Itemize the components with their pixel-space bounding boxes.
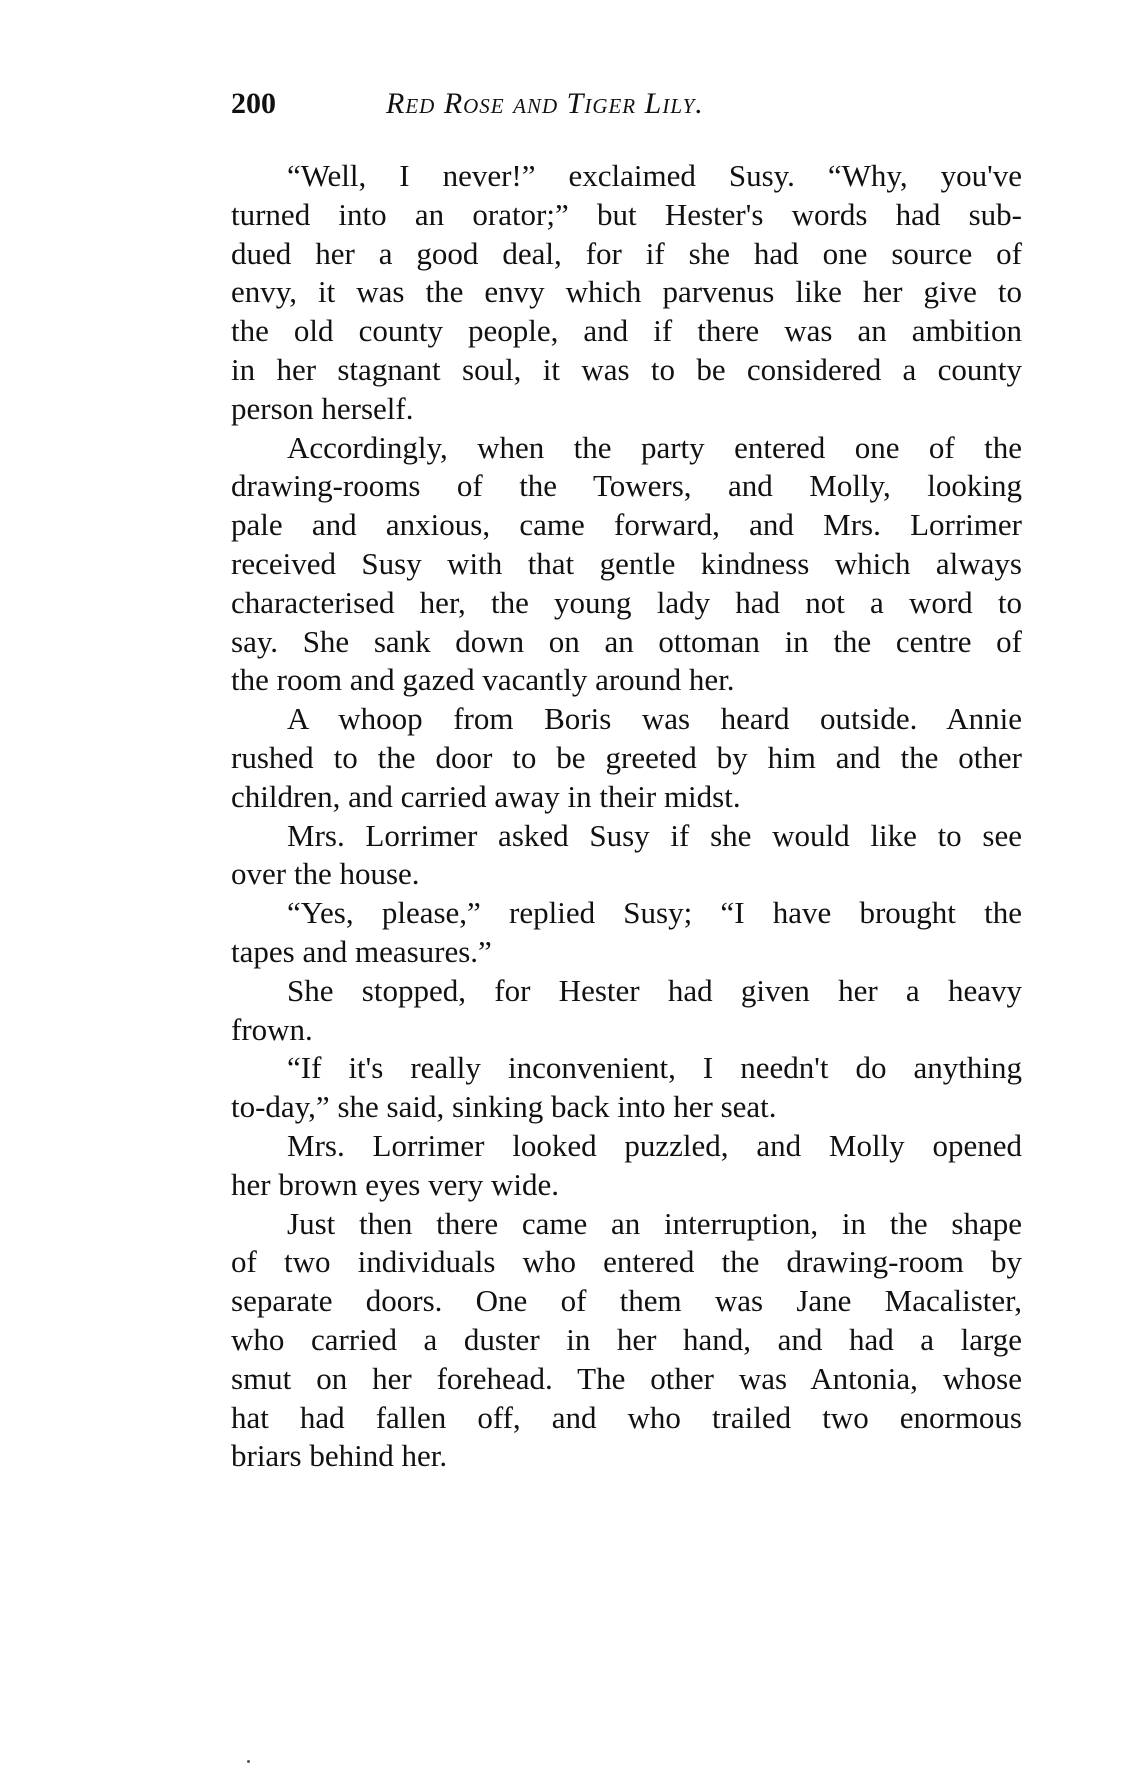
text-line: “Yes, please,” replied Susy; “I have brought the bbox=[287, 895, 1022, 931]
text-line: smut on her forehead. The other was Antonia, whose bbox=[231, 1360, 1022, 1396]
text-line: Just then there came an interruption, in the shape bbox=[287, 1205, 1022, 1241]
text-line: turned into an orator;” but Hester's words had sub- bbox=[231, 196, 1022, 232]
text-line: “Well, I never!” exclaimed Susy. “Why, you've bbox=[287, 158, 1022, 193]
text-line: of two individuals who entered the drawing-room by bbox=[231, 1244, 1022, 1280]
text-line: frown. bbox=[231, 1011, 313, 1047]
text-line: children, and carried away in their midst. bbox=[231, 778, 741, 814]
text-line: envy, it was the envy which parvenus like her give to bbox=[231, 274, 1022, 310]
text-line: Mrs. Lorrimer asked Susy if she would like to see bbox=[287, 817, 1022, 853]
text-line: rushed to the door to be greeted by him and the other bbox=[231, 739, 1022, 775]
ink-speck bbox=[247, 1760, 250, 1763]
text-line: separate doors. One of them was Jane Macalister, bbox=[231, 1283, 1022, 1319]
text-line: Accordingly, when the party entered one of the bbox=[287, 429, 1022, 465]
text-line: the old county people, and if there was an ambition bbox=[231, 313, 1022, 349]
text-line: pale and anxious, came forward, and Mrs. Lorrimer bbox=[231, 507, 1022, 543]
book-title: Red Rose and Tiger Lily. bbox=[386, 87, 704, 120]
text-line: her brown eyes very wide. bbox=[231, 1166, 559, 1202]
text-line: person herself. bbox=[231, 390, 414, 426]
text-line: who carried a duster in her hand, and had a large bbox=[231, 1321, 1022, 1357]
running-head bbox=[231, 82, 1021, 126]
page-number: 200 bbox=[231, 87, 276, 120]
text-line: say. She sank down on an ottoman in the centre of bbox=[231, 623, 1022, 659]
text-line: tapes and measures.” bbox=[231, 933, 492, 969]
text-line: the room and gazed vacantly around her. bbox=[231, 662, 735, 698]
text-line: “If it's really inconvenient, I needn't do anything bbox=[287, 1050, 1022, 1086]
text-line: characterised her, the young lady had not a word to bbox=[231, 584, 1022, 620]
text-line: dued her a good deal, for if she had one source of bbox=[231, 235, 1022, 271]
text-line: hat had fallen off, and who trailed two enormous bbox=[231, 1399, 1022, 1435]
text-line: in her stagnant soul, it was to be considered a county bbox=[231, 351, 1022, 387]
text-line: received Susy with that gentle kindness which always bbox=[231, 545, 1022, 581]
text-line: over the house. bbox=[231, 856, 420, 892]
text-line: She stopped, for Hester had given her a heavy bbox=[287, 972, 1022, 1008]
text-line: briars behind her. bbox=[231, 1438, 448, 1474]
text-line: A whoop from Boris was heard outside. Annie bbox=[287, 701, 1022, 737]
text-line: Mrs. Lorrimer looked puzzled, and Molly opened bbox=[287, 1127, 1022, 1163]
text-line: drawing-rooms of the Towers, and Molly, looking bbox=[231, 468, 1022, 504]
text-line: to-day,” she said, sinking back into her seat. bbox=[231, 1089, 777, 1125]
body-text bbox=[231, 157, 1022, 1476]
